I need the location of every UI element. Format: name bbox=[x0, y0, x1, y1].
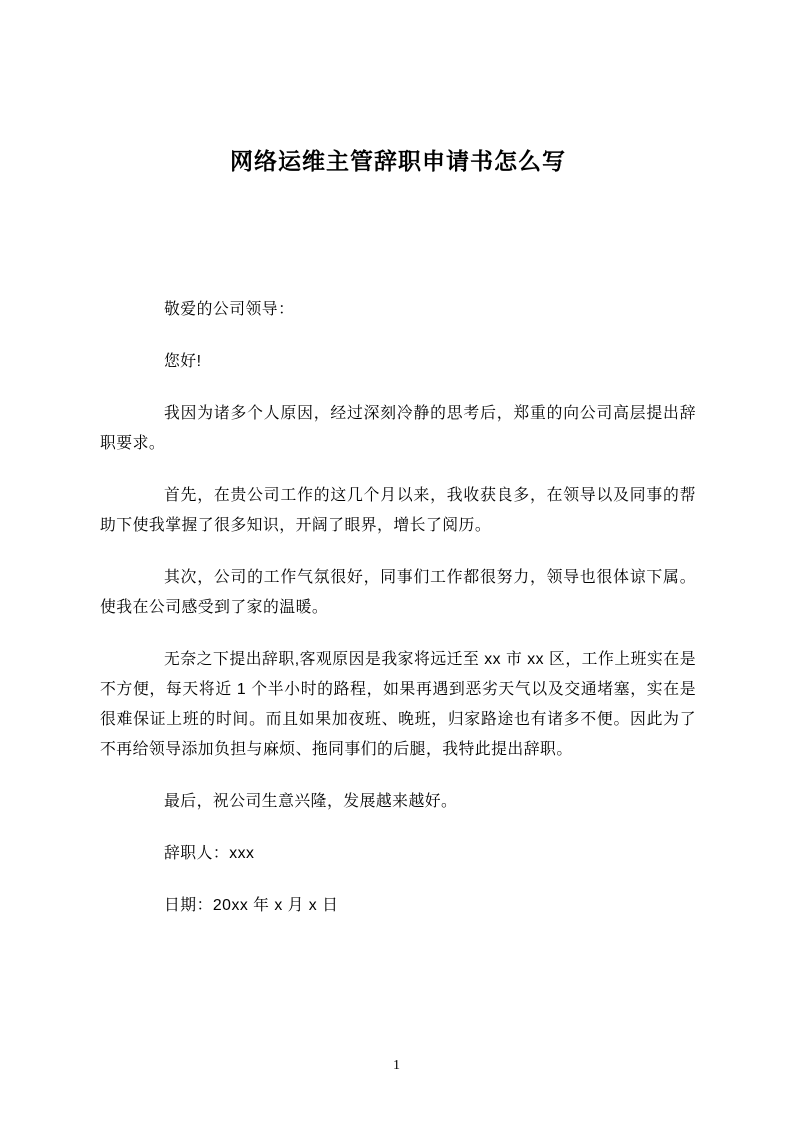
signature-line: 辞职人：xxx bbox=[164, 845, 255, 862]
body-paragraph-second: 其次，公司的工作气氛很好，同事们工作都很努力，领导也很体谅下属。使我在公司感受到了家的温暖。 bbox=[100, 569, 696, 616]
body-paragraph-intro: 我因为诸多个人原因，经过深刻冷静的思考后，郑重的向公司高层提出辞职要求。 bbox=[100, 405, 696, 452]
closing-wish: 最后，祝公司生意兴隆，发展越来越好。 bbox=[164, 793, 458, 810]
greeting: 您好! bbox=[164, 353, 202, 370]
date-line: 日期：20xx 年 x 月 x 日 bbox=[164, 897, 339, 914]
document-body bbox=[100, 295, 696, 921]
body-paragraph-first: 首先，在贵公司工作的这几个月以来，我收获良多，在领导以及同事的帮助下使我掌握了很多知识，开阔了眼界，增长了阅历。 bbox=[100, 487, 696, 534]
page-number: 1 bbox=[393, 1058, 400, 1073]
document-title: 网络运维主管辞职申请书怎么写 bbox=[230, 148, 566, 174]
body-paragraph-reason: 无奈之下提出辞职,客观原因是我家将远迁至 xx 市 xx 区，工作上班实在是不方便，每天将近 1 个半小时的路程，如果再遇到恶劣天气以及交通堵塞，实在是很难保证上班的时间。而且如果加夜班、晚班，归家路途也有诸多不便。因此为了不再给领导添加负担与麻烦、拖同事们的后腿，我特此提出辞职。 bbox=[100, 651, 696, 758]
salutation: 敬爱的公司领导： bbox=[164, 301, 295, 318]
